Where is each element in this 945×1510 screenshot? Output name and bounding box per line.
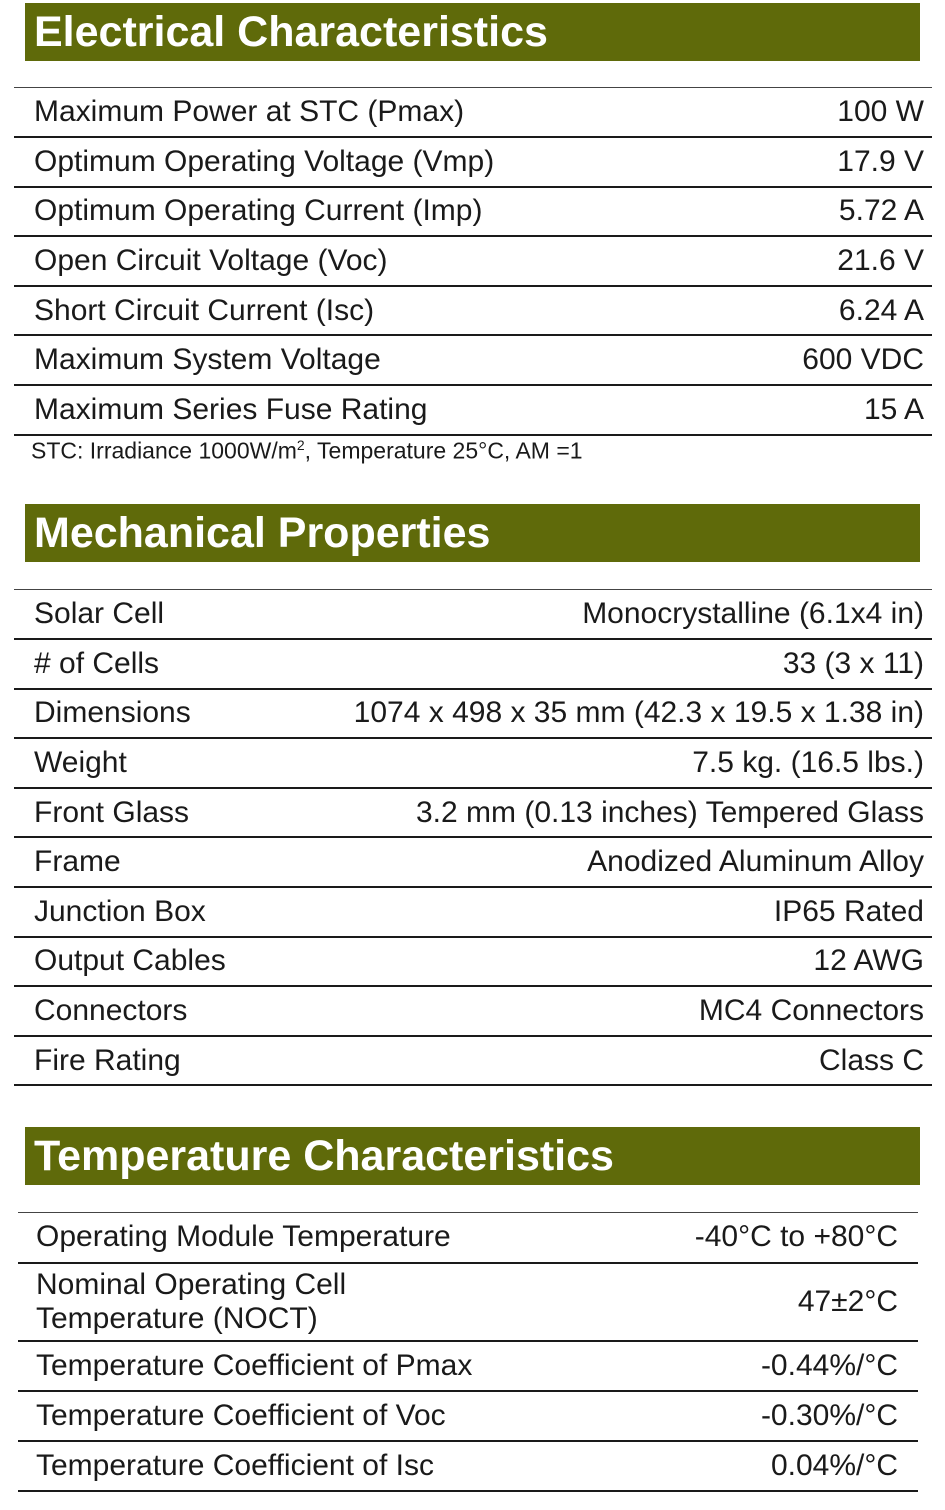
row-value: 600 VDC: [802, 343, 924, 377]
table-row: [14, 1036, 932, 1086]
row-label: Maximum System Voltage: [34, 343, 381, 377]
table-row: [14, 986, 932, 1036]
stc-note-suffix: , Temperature 25°C, AM =1: [304, 437, 583, 464]
row-label: Connectors: [34, 994, 188, 1028]
row-label: Short Circuit Current (Isc): [34, 293, 375, 327]
row-value: 47±2°C: [797, 1284, 898, 1318]
row-label: Maximum Power at STC (Pmax): [34, 95, 465, 129]
row-value: -0.30%/°C: [760, 1398, 898, 1432]
row-label: Front Glass: [34, 795, 190, 829]
table-row: [18, 1263, 918, 1341]
row-value: 0.04%/°C: [770, 1448, 898, 1482]
table-row: [14, 837, 932, 887]
row-value: -0.44%/°C: [760, 1348, 898, 1382]
electrical-table: [14, 87, 932, 436]
row-label: Operating Module Temperature: [36, 1220, 451, 1254]
row-label: # of Cells: [34, 646, 160, 680]
row-value: 33 (3 x 11): [782, 646, 924, 680]
row-label: Junction Box: [34, 894, 206, 928]
mechanical-section-title: Mechanical Properties: [25, 504, 920, 562]
table-row: [14, 590, 932, 640]
row-value: 6.24 A: [838, 293, 924, 327]
row-value: 3.2 mm (0.13 inches) Tempered Glass: [416, 795, 924, 829]
row-label: Temperature Coefficient of Voc: [36, 1398, 446, 1432]
table-row: [14, 689, 932, 739]
row-value: 21.6 V: [837, 244, 924, 278]
row-label: Maximum Series Fuse Rating: [34, 392, 428, 426]
row-value: 100 W: [837, 95, 924, 129]
table-row: [18, 1391, 918, 1441]
row-label: Fire Rating: [34, 1043, 181, 1077]
table-row: [14, 137, 932, 187]
row-value: Monocrystalline (6.1x4 in): [582, 597, 924, 631]
row-label: Frame: [34, 845, 121, 879]
table-row: [14, 738, 932, 788]
row-value: 7.5 kg. (16.5 lbs.): [692, 746, 924, 780]
table-row: [14, 639, 932, 689]
row-value: 5.72 A: [838, 194, 924, 228]
table-row: [18, 1213, 918, 1263]
stc-note-prefix: STC: Irradiance 1000W/m: [31, 437, 297, 464]
table-row: [14, 187, 932, 237]
row-label: Optimum Operating Current (Imp): [34, 194, 483, 228]
row-label: Weight: [34, 746, 127, 780]
row-value: 1074 x 498 x 35 mm (42.3 x 19.5 x 1.38 in): [353, 696, 924, 730]
table-row: [18, 1441, 918, 1491]
table-row: [14, 937, 932, 987]
table-row: [14, 887, 932, 937]
table-row: [14, 385, 932, 435]
temperature-section-title: Temperature Characteristics: [25, 1127, 920, 1185]
row-value: -40°C to +80°C: [694, 1220, 898, 1254]
row-value: 15 A: [863, 392, 924, 426]
row-label: Temperature Coefficient of Pmax: [36, 1348, 473, 1382]
table-row: [14, 88, 932, 138]
row-label: Temperature Coefficient of Isc: [36, 1448, 434, 1482]
row-value: Class C: [818, 1043, 924, 1077]
table-row: [14, 788, 932, 838]
temperature-table: [18, 1212, 918, 1492]
row-label: Open Circuit Voltage (Voc): [34, 244, 388, 278]
row-label: Dimensions: [34, 696, 191, 730]
row-value: MC4 Connectors: [698, 994, 924, 1028]
row-label: Nominal Operating Cell Temperature (NOCT): [36, 1267, 347, 1335]
row-label: Output Cables: [34, 944, 226, 978]
row-value: 17.9 V: [837, 144, 924, 178]
stc-note-sup: 2: [296, 437, 305, 453]
row-label: Optimum Operating Voltage (Vmp): [34, 144, 495, 178]
row-value: 12 AWG: [813, 944, 924, 978]
table-row: [14, 236, 932, 286]
table-row: [18, 1341, 918, 1391]
mechanical-table: [14, 589, 932, 1086]
table-row: [14, 335, 932, 385]
electrical-section-title: Electrical Characteristics: [25, 3, 920, 61]
row-label: Solar Cell: [34, 597, 165, 631]
stc-note: [31, 437, 583, 465]
table-row: [14, 286, 932, 336]
row-value: Anodized Aluminum Alloy: [587, 845, 924, 879]
row-value: IP65 Rated: [773, 894, 924, 928]
